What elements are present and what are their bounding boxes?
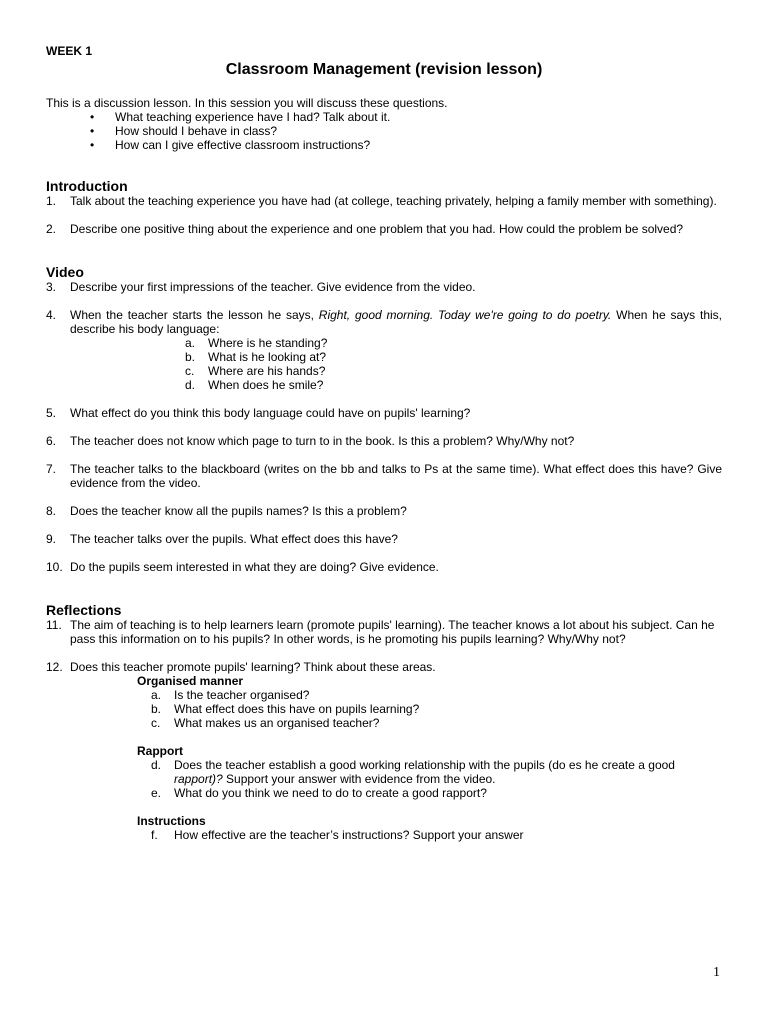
question-9: 9. The teacher talks over the pupils. What effect does this have? [46,532,398,546]
group-title-instructions: Instructions [137,814,206,828]
sub-item: e. What do you think we need to do to create a good rapport? [151,786,487,800]
section-heading-video: Video [46,264,84,280]
question-11: 11. The aim of teaching is to help learners learn (promote pupils' learning). The teacher knows a lot about his subject. Can he pass this information on to his pupils? In other words, is he promoting his pupils learning? Why/Why not? [46,618,715,646]
question-5: 5. What effect do you think this body language could have on pupils' learning? [46,406,471,420]
question-3: 3. Describe your first impressions of the teacher. Give evidence from the video. [46,280,476,294]
question-8: 8. Does the teacher know all the pupils names? Is this a problem? [46,504,407,518]
section-heading-introduction: Introduction [46,178,128,194]
sub-item: d. Does the teacher establish a good working relationship with the pupils (do es he create a good rapport)? Support your answer with evidence from the video. [151,758,675,786]
week-label: WEEK 1 [46,44,93,58]
question-10: 10. Do the pupils seem interested in what they are doing? Give evidence. [46,560,439,574]
intro-text: This is a discussion lesson. In this session you will discuss these questions. [46,96,448,110]
sub-item: a. Where is he standing? [185,336,328,350]
sub-item: a. Is the teacher organised? [151,688,310,702]
page-title: Classroom Management (revision lesson) [225,61,543,78]
question-4: 4. When the teacher starts the lesson he says, Right, good morning. Today we're going to do poetry. When he says this, describe his body language: [46,308,722,336]
section-heading-reflections: Reflections [46,602,122,618]
group-title-organised: Organised manner [137,674,244,688]
question-1: 1. Talk about the teaching experience you have had (at college, teaching privately, helping a family member with something). [46,194,717,208]
question-2: 2. Describe one positive thing about the experience and one problem that you had. How could the problem be solved? [46,222,684,236]
question-6: 6. The teacher does not know which page to turn to in the book. Is this a problem? Why/Why not? [46,434,575,448]
document-page [46,44,722,842]
sub-item: c. What makes us an organised teacher? [151,716,380,730]
bullet-item: • How can I give effective classroom instructions? [90,138,371,152]
page-number: 1 [713,965,720,980]
sub-item: b. What effect does this have on pupils learning? [151,702,420,716]
bullet-item: • What teaching experience have I had? Talk about it. [90,110,391,124]
sub-item: d. When does he smile? [185,378,324,392]
sub-item: b. What is he looking at? [185,350,327,364]
group-title-rapport: Rapport [137,744,183,758]
bullet-icon: • [90,110,95,124]
intro-bullet-list [46,110,722,152]
bullet-item: • How should I behave in class? [90,124,278,138]
bullet-icon: • [90,124,95,138]
sub-item: c. Where are his hands? [185,364,326,378]
sub-item: f. How effective are the teacher’s instructions? Support your answer [151,828,524,842]
question-7: 7. The teacher talks to the blackboard (writes on the bb and talks to Ps at the same time). What effect does this have? Give evidence from the video. [46,462,722,490]
question-12: 12. Does this teacher promote pupils' learning? Think about these areas. [46,660,436,674]
bullet-icon: • [90,138,95,152]
